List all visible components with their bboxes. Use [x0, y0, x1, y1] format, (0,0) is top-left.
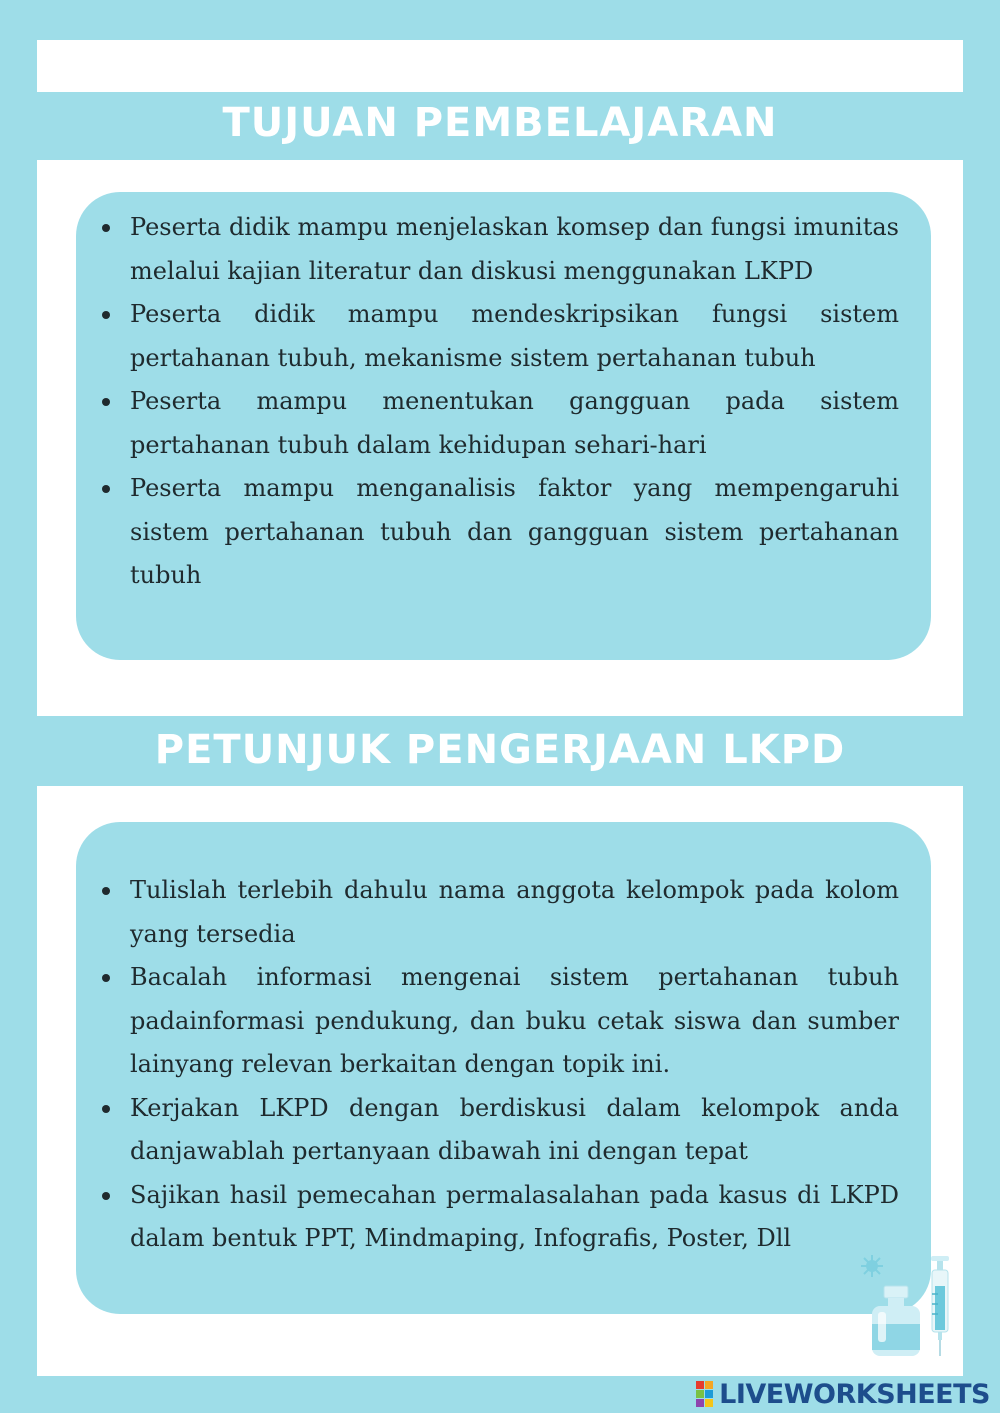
- instructions-list: [130, 869, 899, 1261]
- vaccine-vial-syringe-icon: [858, 1252, 958, 1362]
- liveworksheets-logo: [696, 1378, 990, 1410]
- instructions-card: [76, 822, 931, 1314]
- section1-heading: TUJUAN PEMBELAJARAN: [222, 100, 778, 146]
- learning-objectives-card: [76, 192, 931, 660]
- list-item: Peserta mampu menganalisis faktor yang mempengaruhi sistem pertahanan tubuh dan gangguan sistem pertahanan tubuh: [130, 467, 899, 598]
- liveworksheets-badge-icon: [696, 1381, 713, 1407]
- top-white-strip: [37, 40, 963, 92]
- list-item: Bacalah informasi mengenai sistem pertahanan tubuh padainformasi pendukung, dan buku cetak siswa dan sumber lainyang relevan berkaitan dengan topik ini.: [130, 956, 899, 1087]
- list-item: Kerjakan LKPD dengan berdiskusi dalam kelompok anda danjawablah pertanyaan dibawah ini dengan tepat: [130, 1087, 899, 1174]
- section2-heading: PETUNJUK PENGERJAAN LKPD: [154, 727, 846, 773]
- list-item: Tulislah terlebih dahulu nama anggota kelompok pada kolom yang tersedia: [130, 869, 899, 956]
- list-item: Peserta didik mampu menjelaskan komsep dan fungsi imunitas melalui kajian literatur dan diskusi menggunakan LKPD: [130, 206, 899, 293]
- list-item: Peserta mampu menentukan gangguan pada sistem pertahanan tubuh dalam kehidupan sehari-hari: [130, 380, 899, 467]
- list-item: Peserta didik mampu mendeskripsikan fungsi sistem pertahanan tubuh, mekanisme sistem pertahanan tubuh: [130, 293, 899, 380]
- list-item: Sajikan hasil pemecahan permalasalahan pada kasus di LKPD dalam bentuk PPT, Mindmaping, Infografis, Poster, Dll: [130, 1174, 899, 1261]
- liveworksheets-brand: LIVEWORKSHEETS: [719, 1378, 990, 1410]
- learning-objectives-list: [130, 206, 899, 598]
